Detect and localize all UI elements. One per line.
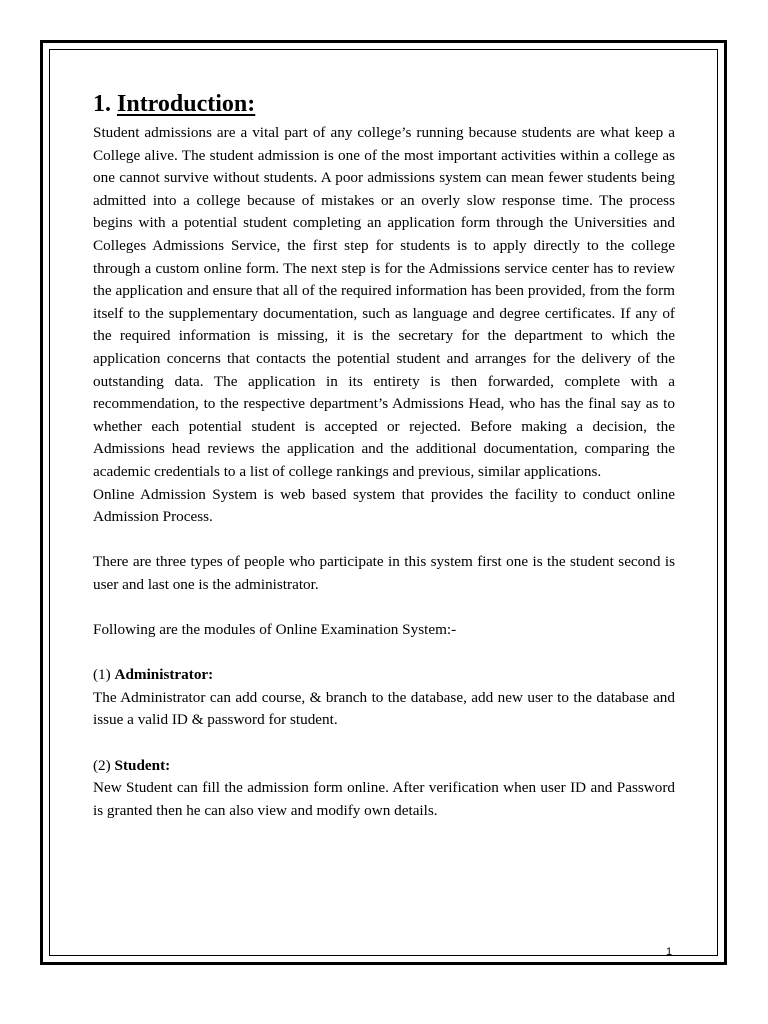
spacer bbox=[93, 642, 675, 665]
module-title: Administrator: bbox=[114, 666, 214, 684]
system-paragraph: Online Admission System is web based system that provides the facility to conduct online Admission Process. bbox=[93, 485, 675, 526]
module-heading bbox=[93, 664, 675, 687]
heading-number: 1. bbox=[93, 91, 111, 117]
heading-title: Introduction: bbox=[117, 91, 256, 117]
intro-paragraph: Student admissions are a vital part of any college’s running because students are what keep a College alive. The student admission is one of the most important activities within a college as one cannot survive without students. A poor admissions system can mean fewer students being admitted into a college because of mistakes or an overly slow response time. The process begins with a potential student completing an application form through the Universities and Colleges Admissions Service, the first step for students is to apply directly to the college through a custom online form. The next step is for the Admissions service center has to review the application and ensure that all of the required information has been provided, from the form itself to the supplementary documentation, such as language and degree certificates. If any of the required information is missing, it is the secretary for the department to which the application concerns that contacts the potential student and arranges for the delivery of the outstanding data. The application in its entirety is then forwarded, complete with a recommendation, to the respective department’s Admissions Head, who has the final say as to whether each potential student is accepted or rejected. Before making a decision, the Admissions head reviews the application and the additional documentation, comparing the academic credentials to a list of college rankings and previous, similar applications. bbox=[93, 124, 675, 480]
module-administrator bbox=[93, 664, 675, 732]
module-number: (1) bbox=[93, 666, 111, 684]
module-student bbox=[93, 755, 675, 823]
modules-intro: Following are the modules of Online Examination System:- bbox=[93, 621, 457, 639]
people-paragraph: There are three types of people who participate in this system first one is the student second is user and last one is the administrator. bbox=[93, 553, 675, 593]
spacer bbox=[93, 596, 675, 619]
section-heading bbox=[93, 84, 675, 122]
page-number: 1 bbox=[666, 946, 673, 958]
spacer bbox=[93, 529, 675, 552]
module-description: The Administrator can add course, & branch to the database, add new user to the database and issue a valid ID & password for student. bbox=[93, 688, 675, 729]
module-description: New Student can fill the admission form online. After verification when user ID and Password is granted then he can also view and modify own details. bbox=[93, 779, 675, 819]
page-content bbox=[93, 84, 675, 822]
module-heading bbox=[93, 755, 675, 778]
spacer bbox=[93, 732, 675, 755]
module-number: (2) bbox=[93, 756, 111, 774]
module-title: Student: bbox=[114, 756, 171, 774]
